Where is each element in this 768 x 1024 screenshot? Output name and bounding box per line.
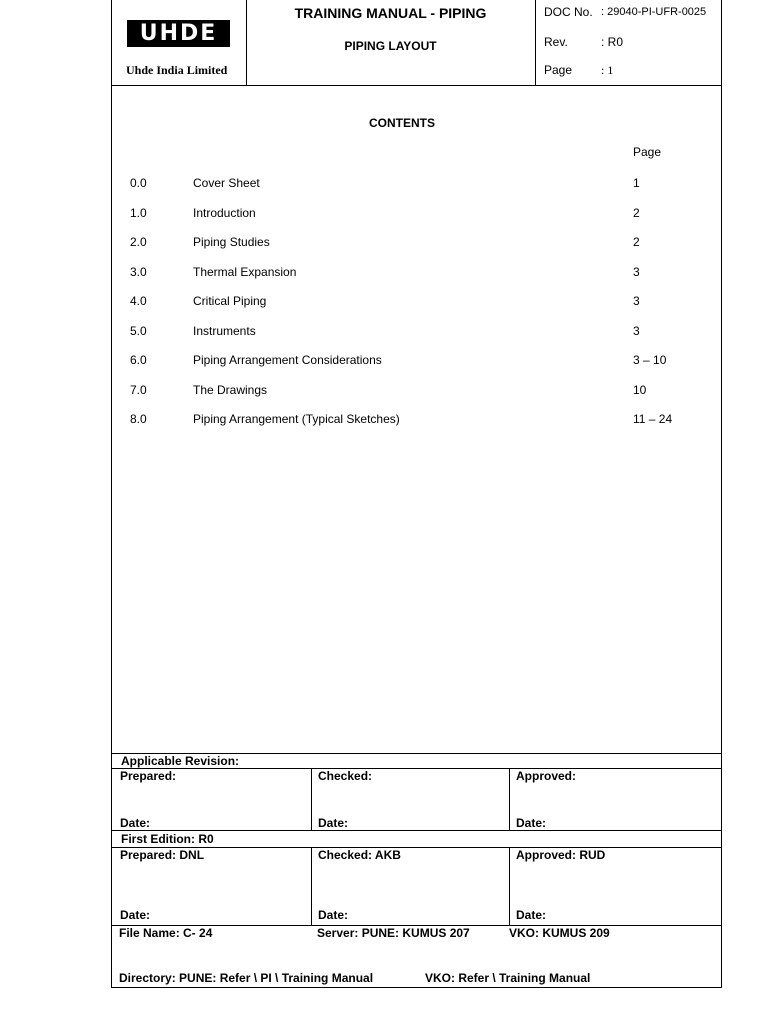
- footer-rule-2: [112, 830, 721, 831]
- approved-date-label: Date:: [516, 908, 547, 922]
- document-sheet: [111, 0, 722, 988]
- checked-label: Checked:: [318, 769, 373, 783]
- footer-col-divider: [509, 768, 510, 830]
- toc-item-page: 3 – 10: [633, 353, 667, 367]
- toc-item-title: Piping Studies: [193, 235, 270, 249]
- company-name: Uhde India Limited: [126, 63, 228, 77]
- doc-no-value: : 29040-PI-UFR-0025: [601, 6, 707, 18]
- toc-item-title: Piping Arrangement Considerations: [193, 353, 382, 367]
- prepared-date-label: Date:: [120, 908, 151, 922]
- toc-item-number: 3.0: [130, 265, 147, 279]
- approved-label: Approved:: [516, 769, 576, 783]
- header-divider-right: [535, 0, 536, 85]
- applicable-revision-label: Applicable Revision:: [121, 754, 240, 768]
- toc-item-title: Piping Arrangement (Typical Sketches): [193, 412, 400, 426]
- toc-item-number: 1.0: [130, 206, 147, 220]
- toc-item-page: 2: [633, 206, 640, 220]
- page-value: : 1: [601, 63, 614, 77]
- footer-col-divider: [311, 768, 312, 830]
- toc-item-title: Thermal Expansion: [193, 265, 297, 279]
- toc-item-number: 5.0: [130, 324, 147, 338]
- toc-item-page: 10: [633, 383, 647, 397]
- toc-item-number: 6.0: [130, 353, 147, 367]
- doc-no-label: DOC No.: [544, 5, 593, 19]
- toc-item-number: 2.0: [130, 235, 147, 249]
- footer-rule-1: [112, 768, 721, 769]
- document-title: TRAINING MANUAL - PIPING: [294, 5, 487, 21]
- checked-date-label: Date:: [318, 908, 349, 922]
- page-label: Page: [544, 63, 573, 77]
- contents-title: CONTENTS: [369, 116, 435, 130]
- toc-item-page: 11 – 24: [633, 412, 673, 426]
- checked-date-label: Date:: [318, 816, 349, 830]
- toc-item-page: 1: [633, 176, 640, 190]
- toc-item-title: The Drawings: [193, 383, 268, 397]
- server-vko: VKO: KUMUS 209: [509, 926, 610, 940]
- toc-item-number: 7.0: [130, 383, 147, 397]
- uhde-logo: UHDE: [127, 20, 230, 47]
- toc-item-page: 3: [633, 324, 640, 338]
- prepared-by: Prepared: DNL: [120, 848, 205, 862]
- header-bottom-rule: [112, 85, 721, 86]
- toc-item-page: 3: [633, 294, 640, 308]
- prepared-label: Prepared:: [120, 769, 177, 783]
- toc-item-title: Critical Piping: [193, 294, 267, 308]
- toc-item-page: 2: [633, 235, 640, 249]
- footer-col-divider: [509, 847, 510, 925]
- rev-label: Rev.: [544, 35, 568, 49]
- directory-pune: Directory: PUNE: Refer \ PI \ Training Manual: [119, 971, 374, 985]
- toc-item-number: 4.0: [130, 294, 147, 308]
- footer-col-divider: [311, 847, 312, 925]
- document-subtitle: PIPING LAYOUT: [344, 39, 437, 53]
- server-pune: Server: PUNE: KUMUS 207: [317, 926, 470, 940]
- approved-by: Approved: RUD: [516, 848, 606, 862]
- directory-vko: VKO: Refer \ Training Manual: [425, 971, 591, 985]
- rev-value: : R0: [601, 35, 624, 49]
- toc-item-title: Instruments: [193, 324, 256, 338]
- toc-item-page: 3: [633, 265, 640, 279]
- toc-page-header: Page: [633, 145, 662, 159]
- checked-by: Checked: AKB: [318, 848, 401, 862]
- prepared-date-label: Date:: [120, 816, 151, 830]
- toc-item-title: Cover Sheet: [193, 176, 260, 190]
- approved-date-label: Date:: [516, 816, 547, 830]
- toc-item-number: 8.0: [130, 412, 147, 426]
- file-name: File Name: C- 24: [119, 926, 213, 940]
- toc-item-number: 0.0: [130, 176, 147, 190]
- first-edition-label: First Edition: R0: [121, 832, 214, 846]
- toc-item-title: Introduction: [193, 206, 256, 220]
